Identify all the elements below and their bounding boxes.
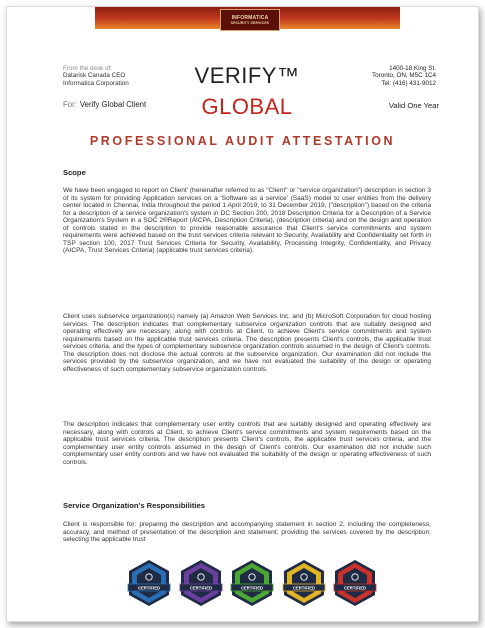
certification-badge-icon (179, 559, 223, 607)
badge-label: CERTIFIED (240, 585, 264, 591)
certification-badge-icon (230, 559, 274, 607)
document-heading: PROFESSIONAL AUDIT ATTESTATION (89, 134, 396, 148)
logo-text-secondary: SECURITY SERVICES (230, 21, 270, 25)
responsibilities-paragraph: Client is responsible for: preparing the description and accompanying statement in section 2, including the completeness, accuracy, and method of presentation of the description and statement; providing the services covered by the description; selecting the applicable trust (63, 521, 431, 544)
brand-title-global: GLOBAL (201, 94, 293, 119)
from-label: From the desk of: (63, 65, 112, 72)
company-logo (220, 9, 280, 31)
subservice-paragraph: Client uses subservice organization(s) namely (a) Amazon Web Services Inc. and (b) MicroSoft Corporation for cloud hosting services. The description indicates that complementary subservice organization controls that are suitably designed and operating effectively are necessary, along with controls at Client, to achieve Client's service commitments and system requirements based on the applicable trust services criteria. The description presents Client's controls, the applicable trust services criteria, and the types of complementary subservice organization controls assumed in the design of Client's controls. The description does not disclose the actual controls at the subservice organization. Our examination did not include the services provided by the subservice organization, and we have not evaluated the suitability of the design or operating effectiveness of such complementary subservice organization controls. (63, 313, 431, 373)
badge-label: CERTIFIED (137, 585, 161, 591)
certification-badge-icon (282, 559, 326, 607)
scope-paragraph: We have been engaged to report on Client' (hereinafter referred to as "Client" or "service organization") description in section 3 of its system for providing Application services on a 'Software as a service' (SaaS) model to user entities from the delivery center located in Chennai, India throughout the period 1 April 2019, to 31 December 2019, ("description") based on the criteria for a description of a service organization's system in DC Section 200, 2018 Description Criteria for a Description of a Service Organization's System in a SOC 2®Report (AICPA, Description Criteria), (description criteria) and on the design and operation of controls stated in the description to provide reasonable assurance that Client's service commitments and system requirements were achieved based on the trust services criteria relevant to Security, Availability and Confidentiality set forth in TSP section 100, 2017 Trust Services Criteria for Security, Availability, Processing Integrity, Confidentiality, and Privacy (AICPA, Trust Services Criteria) (applicable trust services criteria). (63, 187, 431, 255)
recipient-line (63, 100, 146, 109)
for-label: For: (63, 100, 77, 109)
certification-badge-icon (333, 559, 377, 607)
badge-label: CERTIFIED (292, 585, 315, 591)
user-entity-paragraph: The description indicates that complementary user entity controls that are suitably designed and operating effectively are necessary, along with controls at Client, to achieve Client's service commitments and system requirements based on the applicable trust services criteria. The description presents Client's controls, the applicable trust services criteria, and the complementary user entity controls assumed in the design of Client's controls. Our examination did not include such complementary user entity controls and we have not evaluated the suitability of the design or operating effectiveness of such controls. (63, 421, 431, 466)
badge-label: CERTIFIED (189, 585, 212, 591)
from-company: Informatica Corporation (63, 79, 129, 87)
address-phone: Tel: (416) 431-9012 (381, 79, 436, 87)
document-page (6, 6, 479, 622)
logo-text-primary: INFORMATICA (231, 15, 269, 21)
certification-badges (127, 559, 377, 607)
sender-block (63, 65, 183, 87)
validity-note: Valid One Year (388, 101, 439, 110)
responsibilities-title: Service Organization's Responsibilities (63, 501, 205, 510)
address-line-1: 1400-18 King St. (389, 65, 436, 72)
from-name: Datarisk Canada CEO (63, 72, 126, 80)
certification-badge-icon (127, 559, 171, 607)
badge-label: CERTIFIED (343, 585, 367, 591)
brand-title-verify: VERIFY™ (194, 63, 300, 88)
address-block (354, 65, 436, 87)
scope-title: Scope (63, 168, 86, 177)
for-value: Verify Global Client (79, 100, 147, 109)
address-line-2: Toronto, ON, M5C 1C4 (371, 72, 436, 80)
